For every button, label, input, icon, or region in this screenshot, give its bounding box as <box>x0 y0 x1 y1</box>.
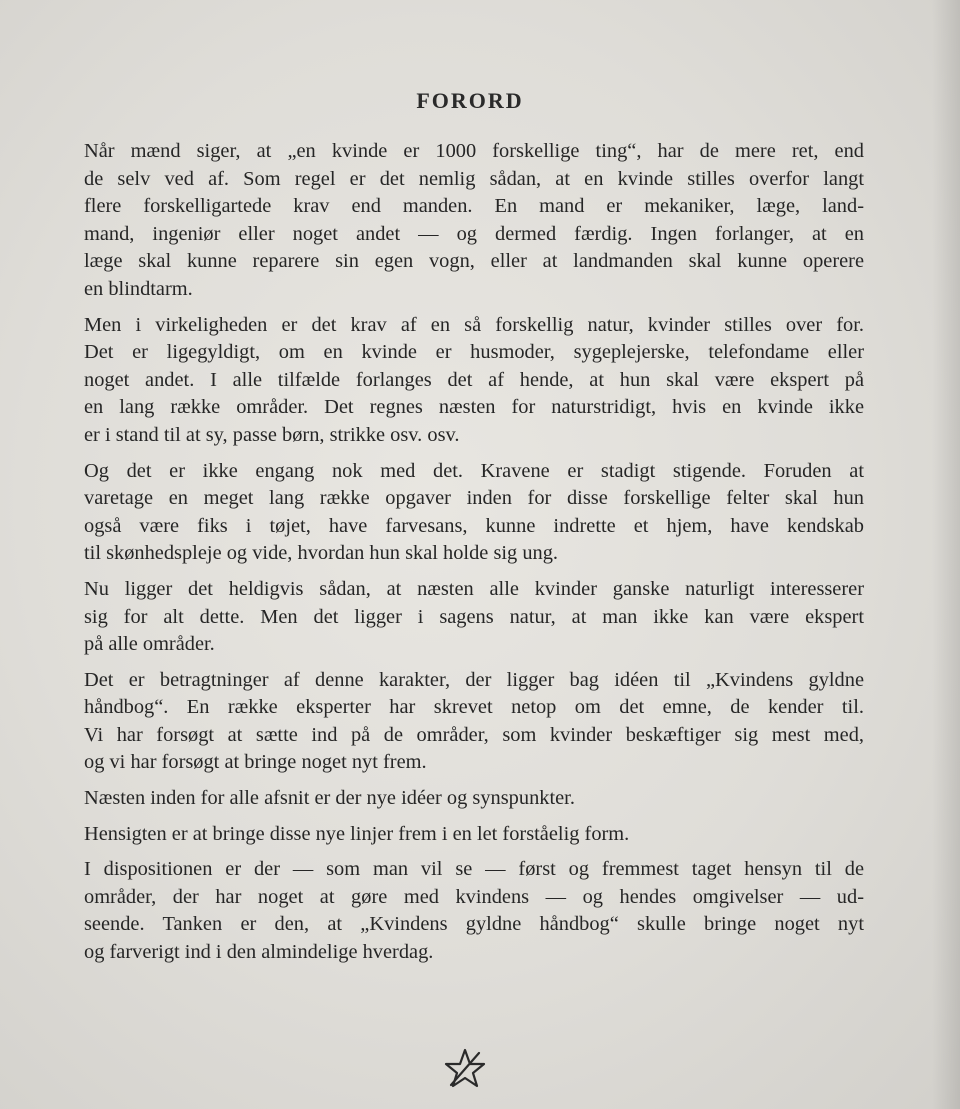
text-line: på alle områder. <box>84 633 215 656</box>
paragraph <box>84 856 864 966</box>
text-line: en lang række områder. Det regnes næsten for naturstridigt, hvis en kvinde ikke <box>84 396 864 419</box>
text-line: også være fiks i tøjet, have farvesans, kunne indrette et hjem, have kendskab <box>84 514 864 537</box>
text-line: de selv ved af. Som regel er det nemlig sådan, at en kvinde stilles overfor langt <box>84 167 864 190</box>
body-text <box>84 138 864 975</box>
text-line: en blindtarm. <box>84 277 193 300</box>
text-line: til skønhedspleje og vide, hvordan hun skal holde sig ung. <box>84 542 559 565</box>
paragraph <box>84 138 864 304</box>
text-line: er i stand til at sy, passe børn, strikke osv. osv. <box>84 423 460 446</box>
text-line: I dispositionen er der — som man vil se — først og fremmest taget hensyn til de <box>84 858 864 881</box>
text-line: noget andet. I alle tilfælde forlanges det af hende, at hun skal være ekspert på <box>84 368 864 391</box>
text-line: Næsten inden for alle afsnit er der nye idéer og synspunkter. <box>84 787 575 810</box>
paragraph <box>84 667 864 777</box>
text-line: læge skal kunne reparere sin egen vogn, eller at landmanden skal kunne operere <box>84 250 864 273</box>
text-line: områder, der har noget at gøre med kvindens — og hendes omgivelser — ud- <box>84 885 864 908</box>
star-ornament-icon <box>444 1047 486 1089</box>
text-line: Nu ligger det heldigvis sådan, at næsten alle kvinder ganske naturligt interesserer <box>84 577 864 600</box>
page-title: FORORD <box>416 88 524 113</box>
paragraph <box>84 821 864 849</box>
paragraph <box>84 312 864 450</box>
text-line: varetage en meget lang række opgaver inden for disse forskellige felter skal hun <box>84 487 864 510</box>
text-line: seende. Tanken er den, at „Kvindens gyldne håndbog“ skulle bringe noget nyt <box>84 913 864 936</box>
text-line: og farverigt ind i den almindelige hverdag. <box>84 941 434 964</box>
text-line: Når mænd siger, at „en kvinde er 1000 forskellige ting“, har de mere ret, end <box>84 140 864 162</box>
paragraph <box>84 785 864 813</box>
text-line: Og det er ikke engang nok med det. Kravene er stadigt stigende. Foruden at <box>84 459 864 482</box>
paragraph <box>84 458 864 568</box>
text-line: sig for alt dette. Men det ligger i sagens natur, at man ikke kan være ekspert <box>84 605 864 628</box>
text-line: Men i virkeligheden er det krav af en så forskellig natur, kvinder stilles over for. <box>84 313 864 336</box>
text-line: mand, ingeniør eller noget andet — og dermed færdig. Ingen forlanger, at en <box>84 222 864 245</box>
text-line: Det er betragtninger af denne karakter, der ligger bag idéen til „Kvindens gyldne <box>84 668 864 691</box>
text-line: Det er ligegyldigt, om en kvinde er husmoder, sygeplejerske, telefondame eller <box>84 341 864 364</box>
text-line: håndbog“. En række eksperter har skrevet netop om det emne, de kender til. <box>84 696 864 719</box>
text-line: Hensigten er at bringe disse nye linjer frem i en let forståelig form. <box>84 822 630 845</box>
text-line: Vi har forsøgt at sætte ind på de områder, som kvinder beskæftiger sig mest med, <box>84 723 864 746</box>
paragraph <box>84 576 864 659</box>
text-line: og vi har forsøgt at bringe noget nyt frem. <box>84 751 427 774</box>
text-line: flere forskelligartede krav end manden. En mand er mekaniker, læge, land- <box>84 195 864 218</box>
